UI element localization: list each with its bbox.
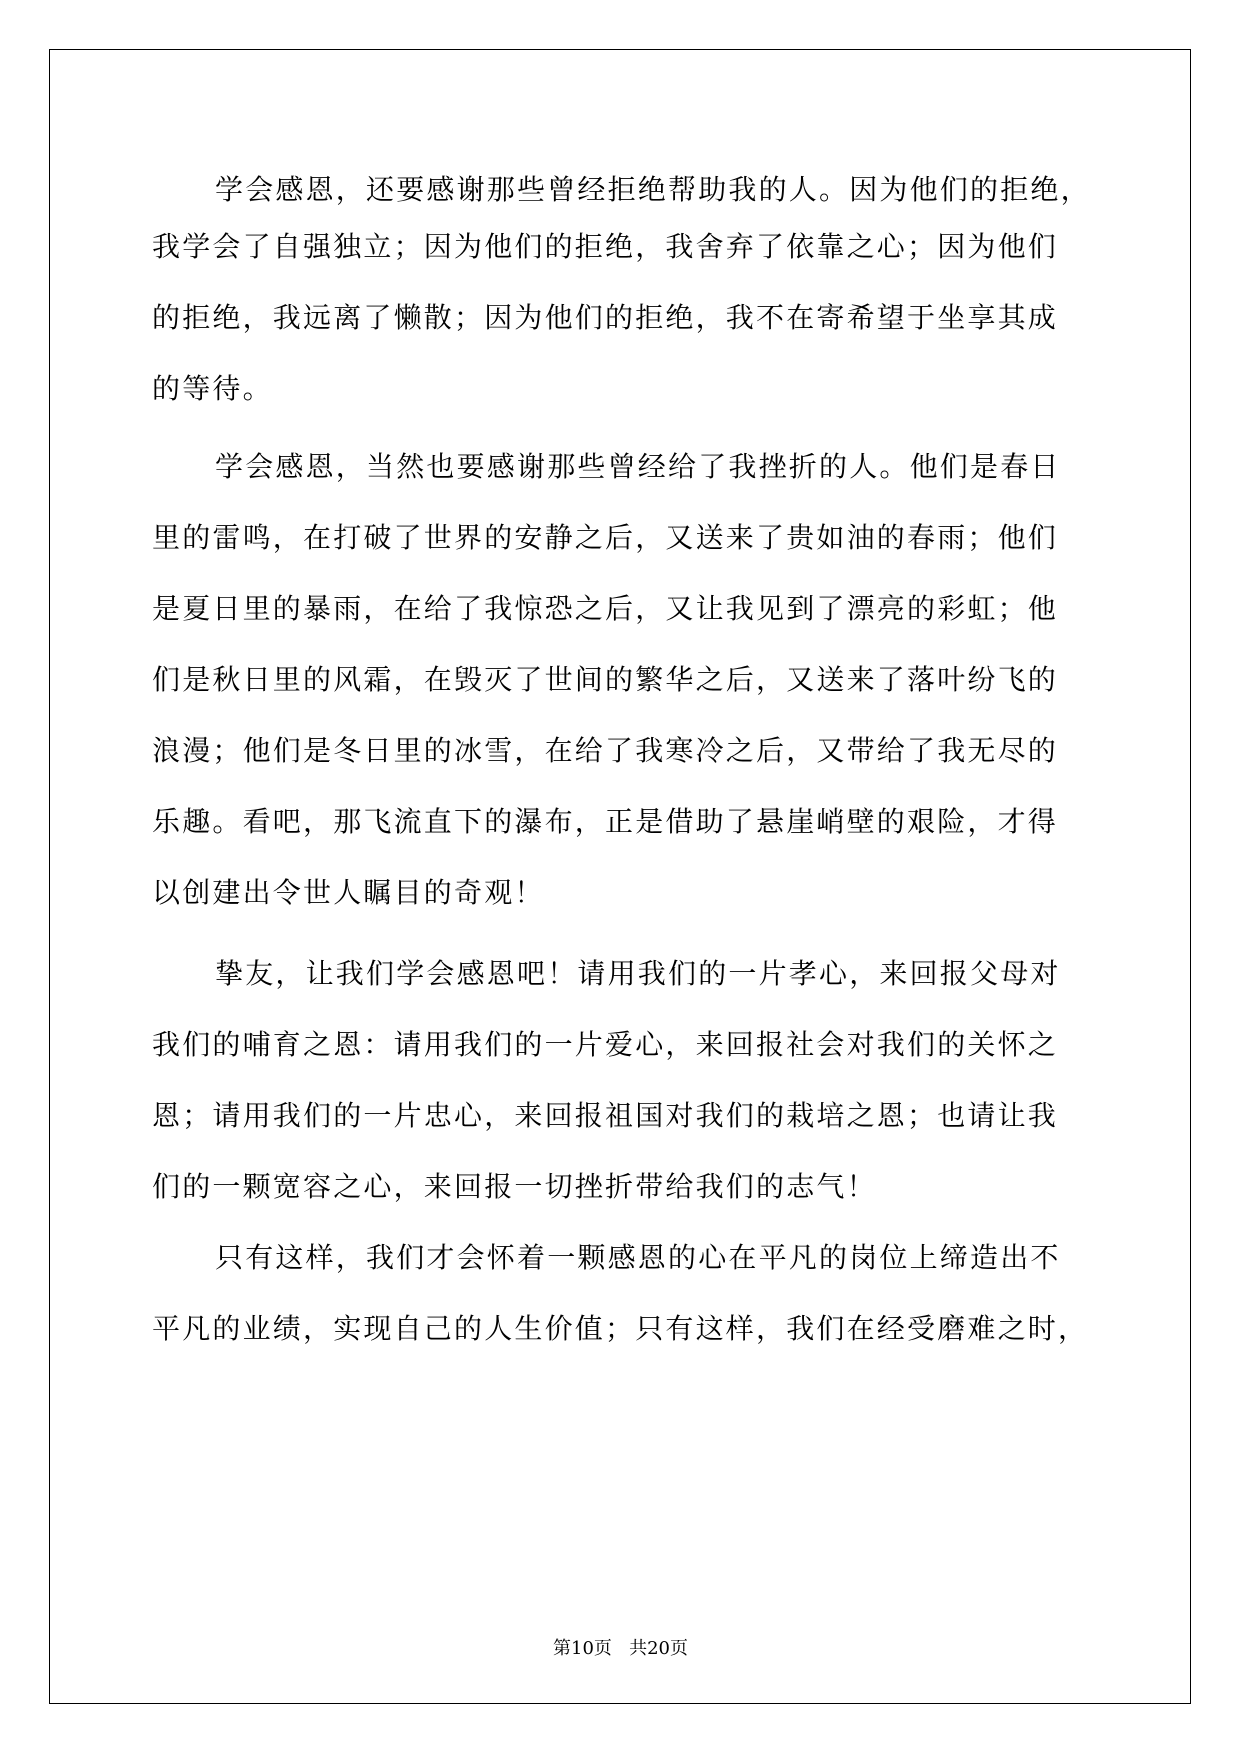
text-line: 学会感恩，当然也要感谢那些曾经给了我挫折的人。他们是春日 xyxy=(215,450,1061,483)
page-total: 共20页 xyxy=(629,1638,688,1659)
page-number: 第10页 xyxy=(553,1638,612,1659)
text-line: 只有这样，我们才会怀着一颗感恩的心在平凡的岗位上缔造出不 xyxy=(215,1241,1061,1274)
text-line: 平凡的业绩，实现自己的人生价值；只有这样，我们在经受磨难之时， xyxy=(152,1312,1089,1345)
text-line: 的拒绝，我远离了懒散；因为他们的拒绝，我不在寄希望于坐享其成 xyxy=(152,301,1059,334)
text-line: 的等待。 xyxy=(152,372,273,405)
text-line: 以创建出令世人瞩目的奇观！ xyxy=(152,876,545,909)
text-line: 恩；请用我们的一片忠心，来回报祖国对我们的栽培之恩；也请让我 xyxy=(152,1099,1059,1132)
text-line: 我学会了自强独立；因为他们的拒绝，我舍弃了依靠之心；因为他们 xyxy=(152,230,1059,263)
text-line: 挚友，让我们学会感恩吧！请用我们的一片孝心，来回报父母对 xyxy=(215,957,1061,990)
text-line: 乐趣。看吧，那飞流直下的瀑布，正是借助了悬崖峭壁的艰险，才得 xyxy=(152,805,1059,838)
text-line: 是夏日里的暴雨，在给了我惊恐之后，又让我见到了漂亮的彩虹；他 xyxy=(152,592,1059,625)
text-line: 里的雷鸣，在打破了世界的安静之后，又送来了贵如油的春雨；他们 xyxy=(152,521,1059,554)
text-line: 浪漫；他们是冬日里的冰雪，在给了我寒冷之后，又带给了我无尽的 xyxy=(152,734,1059,767)
text-line: 学会感恩，还要感谢那些曾经拒绝帮助我的人。因为他们的拒绝， xyxy=(215,173,1091,206)
text-line: 们是秋日里的风霜，在毁灭了世间的繁华之后，又送来了落叶纷飞的 xyxy=(152,663,1059,696)
text-line: 我们的哺育之恩：请用我们的一片爱心，来回报社会对我们的关怀之 xyxy=(152,1028,1059,1061)
text-line: 们的一颗宽容之心，来回报一切挫折带给我们的志气！ xyxy=(152,1170,877,1203)
page-footer xyxy=(0,1637,1241,1661)
